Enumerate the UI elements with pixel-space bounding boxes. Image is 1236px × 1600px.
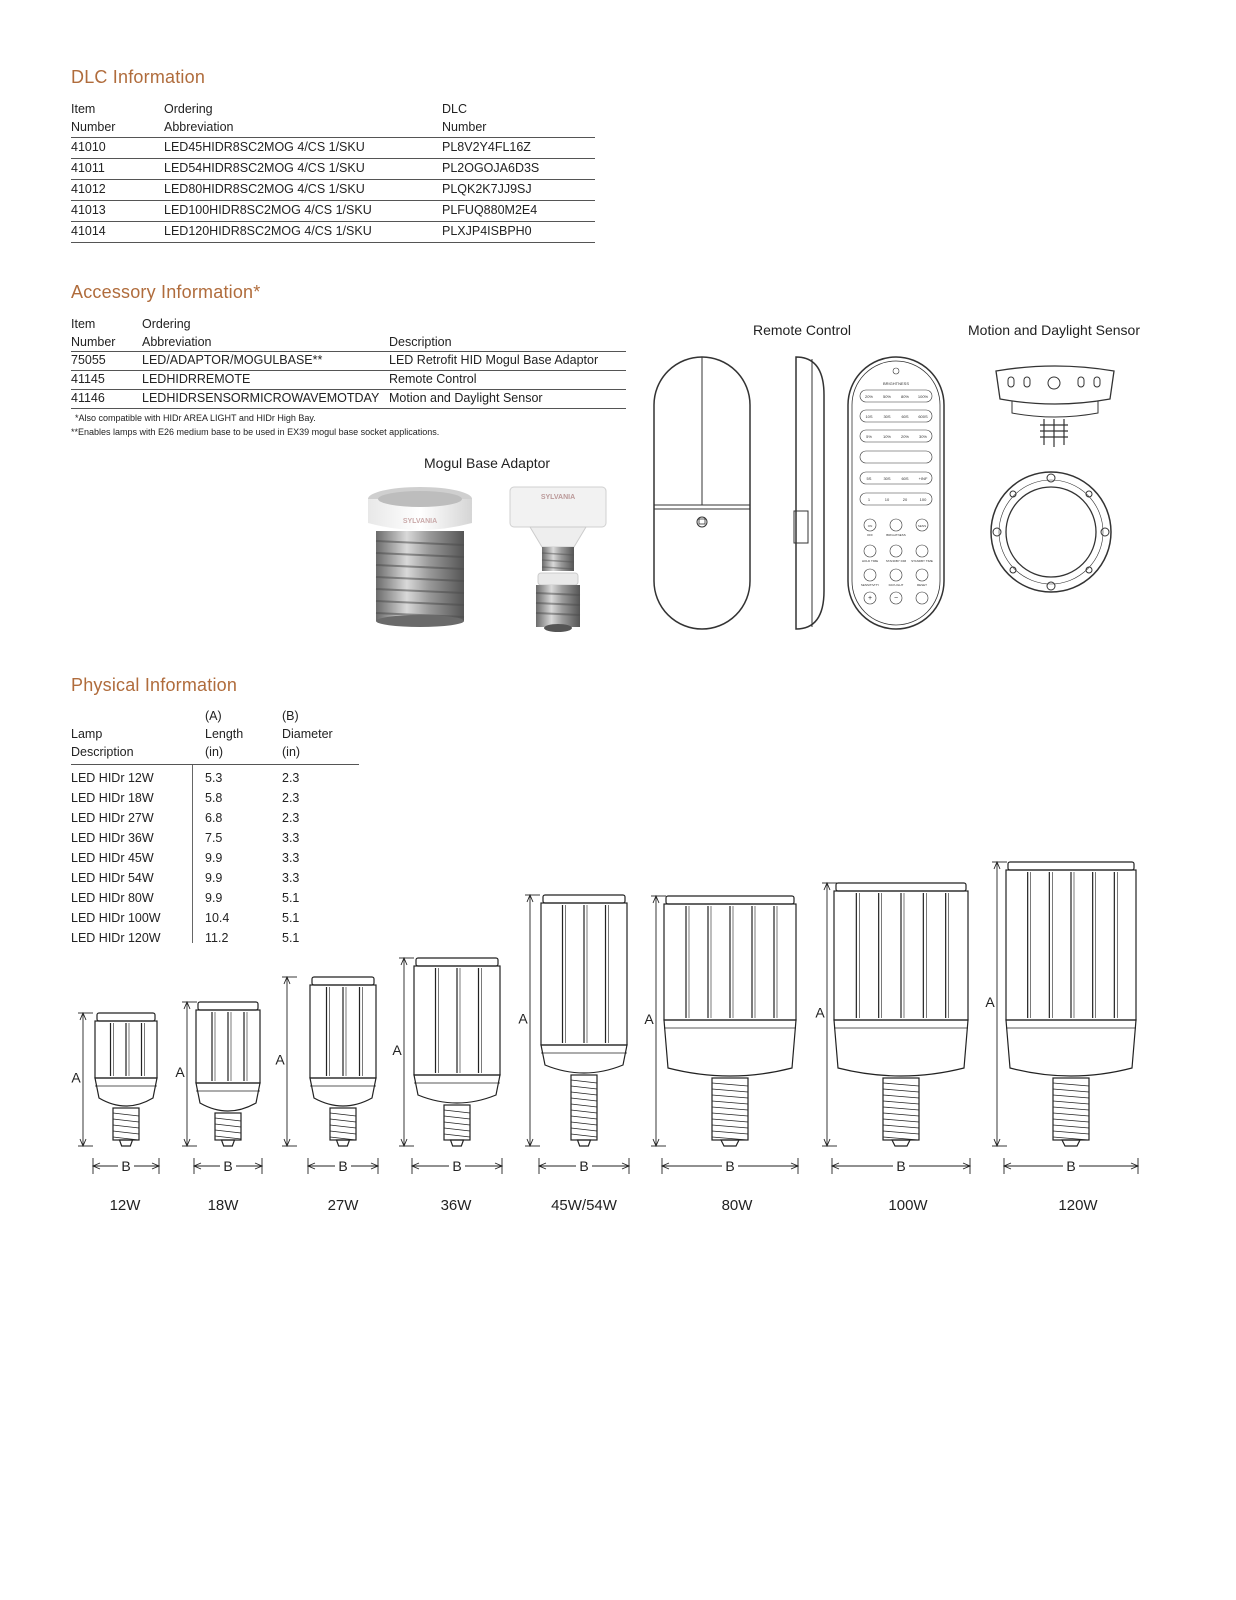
remote-btn: 80% — [900, 394, 910, 399]
sensor-ring-drawing — [986, 468, 1116, 596]
dimension-a-label: A — [392, 1042, 402, 1058]
lamp-dimension-drawings — [0, 850, 1236, 1190]
svg-text:−: − — [893, 595, 899, 602]
remote-btn-label: OFF — [867, 533, 873, 537]
lamp-drawing — [414, 958, 500, 1146]
dlc-header-abbr-1: Ordering — [164, 102, 213, 116]
lamp-drawing — [664, 896, 796, 1146]
phys-length: 5.3 — [205, 771, 223, 785]
phys-length: 11.2 — [205, 931, 229, 945]
lamp-drawing — [310, 977, 376, 1146]
remote-side-outline — [790, 355, 828, 631]
sylvania-logo-text: SYLVANIA — [402, 518, 438, 525]
phys-header-diam-3: (in) — [282, 745, 301, 759]
phys-header-length-3: (in) — [205, 745, 224, 759]
phys-header-lamp-1: Lamp — [71, 727, 103, 741]
remote-brightness-header: BRIGHTNESS — [882, 381, 910, 386]
accessory-note-2: **Enables lamps with E26 medium base to be used in EX39 mogul base socket applications. — [71, 427, 440, 437]
phys-header-length-2: Length — [205, 727, 244, 741]
remote-btn-label: STANDBY DIM — [885, 559, 907, 563]
dimension-b-label: B — [338, 1158, 348, 1174]
phys-diameter: 3.3 — [282, 831, 300, 845]
phys-lamp: LED HIDr 100W — [71, 911, 161, 925]
phys-lamp: LED HIDr 120W — [71, 931, 161, 945]
phys-header-lamp-2: Description — [71, 745, 134, 759]
remote-btn: 50% — [882, 394, 892, 399]
remote-btn: 100 — [919, 497, 927, 502]
table-row — [71, 390, 626, 409]
sensor-side-drawing — [992, 363, 1118, 453]
dlc-number: PLFUQ880M2E4 — [442, 203, 538, 217]
dlc-item: 41012 — [71, 182, 106, 196]
phys-header-length-1: (A) — [205, 709, 222, 723]
acc-abbr: LEDHIDRSENSORMICROWAVEMOTDAY — [142, 391, 380, 405]
acc-desc: Remote Control — [389, 372, 477, 386]
remote-btn: 5S — [866, 476, 872, 481]
dimension-a-label: A — [175, 1064, 185, 1080]
dlc-table — [71, 102, 595, 243]
phys-diameter: 3.3 — [282, 851, 300, 865]
lamp-drawing — [196, 1002, 260, 1146]
dimension-a-label: A — [985, 994, 995, 1010]
lamp-label-45w54w: 45W/54W — [551, 1197, 617, 1214]
phys-lamp: LED HIDr 18W — [71, 791, 154, 805]
remote-btn: 60S — [901, 476, 909, 481]
remote-btn: 20 — [902, 497, 908, 502]
table-row — [71, 201, 595, 222]
remote-btn: 10 — [884, 497, 890, 502]
accessory-section-title: Accessory Information* — [71, 282, 261, 302]
mogul-adaptor-caption: Mogul Base Adaptor — [424, 455, 551, 471]
dlc-header-dlc-2: Number — [442, 120, 487, 134]
phys-length: 7.5 — [205, 831, 223, 845]
lamp-label-18w: 18W — [207, 1197, 239, 1214]
acc-header-item-1: Item — [71, 317, 96, 331]
remote-btn: 60S — [901, 414, 909, 419]
dimension-b-label: B — [725, 1158, 735, 1174]
dlc-number: PL2OGOJA6D3S — [442, 161, 540, 175]
remote-btn: 30% — [918, 434, 928, 439]
sensor-caption: Motion and Daylight Sensor — [968, 322, 1140, 338]
acc-desc: LED Retrofit HID Mogul Base Adaptor — [389, 353, 599, 367]
dimension-a-label: A — [275, 1051, 285, 1068]
dlc-number: PLQK2K7JJ9SJ — [442, 182, 532, 196]
phys-lamp: LED HIDr 45W — [71, 851, 154, 865]
lamp-label-12w: 12W — [109, 1197, 141, 1214]
phys-length: 5.8 — [205, 791, 223, 805]
dlc-abbr: LED80HIDR8SC2MOG 4/CS 1/SKU — [164, 182, 365, 196]
remote-front-outline — [652, 355, 752, 631]
table-row — [71, 829, 359, 849]
accessory-note-1: *Also compatible with HIDr AREA LIGHT and HIDr High Bay. — [75, 413, 316, 423]
phys-lamp: LED HIDr 27W — [71, 811, 154, 825]
table-row — [71, 769, 359, 789]
dlc-section-title: DLC Information — [71, 67, 206, 87]
accessory-table-header — [71, 317, 626, 352]
phys-diameter: 2.3 — [282, 791, 300, 805]
remote-btn: +INF — [918, 476, 928, 481]
phys-lamp: LED HIDr 36W — [71, 831, 154, 845]
remote-btn: 600S — [918, 414, 928, 419]
phys-diameter: 5.1 — [282, 911, 300, 925]
dlc-header-abbr-2: Abbreviation — [164, 120, 234, 134]
table-row — [71, 180, 595, 201]
remote-btn: 20% — [864, 394, 874, 399]
dimension-b-label: B — [579, 1158, 589, 1174]
dlc-item: 41013 — [71, 203, 106, 217]
dlc-number: PLXJP4ISBPH0 — [442, 224, 532, 238]
acc-item: 75055 — [71, 353, 106, 367]
phys-diameter: 2.3 — [282, 811, 300, 825]
phys-length: 9.9 — [205, 891, 223, 905]
phys-lamp: LED HIDr 12W — [71, 771, 154, 785]
dlc-header-item-2: Number — [71, 120, 116, 134]
phys-lamp: LED HIDr 54W — [71, 871, 154, 885]
acc-desc: Motion and Daylight Sensor — [389, 391, 543, 405]
dlc-abbr: LED45HIDR8SC2MOG 4/CS 1/SKU — [164, 140, 365, 154]
dlc-item: 41011 — [71, 161, 105, 175]
remote-btn-label: DAYLIGHT — [888, 583, 904, 587]
remote-buttons-drawing — [846, 355, 946, 631]
phys-length: 9.9 — [205, 851, 223, 865]
remote-btn: 5% — [866, 434, 872, 439]
lamp-label-36w: 36W — [440, 1197, 472, 1214]
acc-abbr: LEDHIDRREMOTE — [142, 372, 251, 386]
dimension-a-label: A — [644, 1011, 654, 1027]
lamp-label-80w: 80W — [721, 1197, 753, 1214]
dlc-item: 41014 — [71, 224, 106, 238]
lamp-drawing — [95, 1013, 157, 1146]
table-row — [71, 371, 626, 390]
lamp-label-120w: 120W — [1058, 1197, 1098, 1214]
phys-header-diam-1: (B) — [282, 709, 299, 723]
remote-btn-label: ON — [867, 524, 873, 528]
table-row — [71, 222, 595, 243]
sylvania-logo-text-2: SYLVANIA — [540, 494, 576, 501]
phys-diameter: 5.1 — [282, 891, 300, 905]
table-row — [71, 352, 626, 371]
acc-item: 41145 — [71, 372, 105, 386]
svg-text:+: + — [867, 595, 873, 602]
remote-control-caption: Remote Control — [753, 322, 852, 338]
remote-btn: 20% — [900, 434, 910, 439]
remote-btn: 10% — [882, 434, 892, 439]
remote-btn-label: RESET — [916, 583, 928, 587]
lamp-drawing — [541, 895, 627, 1146]
dlc-header-dlc-1: DLC — [442, 102, 468, 116]
phys-length: 10.4 — [205, 911, 230, 925]
remote-btn: 10S — [865, 414, 873, 419]
remote-btn: 30S — [883, 414, 891, 419]
dlc-item: 41010 — [71, 140, 106, 154]
acc-abbr: LED/ADAPTOR/MOGULBASE** — [142, 353, 323, 367]
dimension-b-label: B — [896, 1158, 906, 1174]
remote-btn-label: SENSITIVITY — [860, 583, 880, 587]
dimension-b-label: B — [1066, 1158, 1076, 1174]
acc-header-item-2: Number — [71, 335, 116, 349]
remote-btn: 1 — [867, 497, 871, 502]
acc-header-abbr-2: Abbreviation — [142, 335, 212, 349]
mogul-adaptor-image — [360, 485, 480, 635]
remote-btn-label: SENS — [917, 524, 927, 528]
dlc-table-header — [71, 102, 595, 138]
accessory-table — [71, 317, 626, 409]
phys-length: 9.9 — [205, 871, 223, 885]
acc-header-desc: Description — [389, 335, 452, 349]
lamp-drawing — [1006, 862, 1136, 1146]
physical-section-title: Physical Information — [71, 675, 238, 695]
phys-length: 6.8 — [205, 811, 223, 825]
acc-header-abbr-1: Ordering — [142, 317, 191, 331]
phys-header-diam-2: Diameter — [282, 727, 333, 741]
lamp-with-adaptor-image — [508, 485, 608, 635]
phys-lamp: LED HIDr 80W — [71, 891, 154, 905]
table-row — [71, 159, 595, 180]
dimension-b-label: B — [223, 1158, 233, 1174]
dlc-abbr: LED100HIDR8SC2MOG 4/CS 1/SKU — [164, 203, 372, 217]
remote-btn-label: BRIGHTNESS — [886, 533, 906, 537]
table-row — [71, 789, 359, 809]
dimension-b-label: B — [452, 1158, 462, 1174]
dlc-abbr: LED54HIDR8SC2MOG 4/CS 1/SKU — [164, 161, 365, 175]
table-row — [71, 138, 595, 159]
phys-diameter: 2.3 — [282, 771, 300, 785]
remote-btn: 30S — [883, 476, 891, 481]
dlc-header-item-1: Item — [71, 102, 96, 116]
lamp-label-27w: 27W — [327, 1197, 359, 1214]
dimension-b-label: B — [121, 1158, 131, 1174]
table-row — [71, 809, 359, 829]
dlc-abbr: LED120HIDR8SC2MOG 4/CS 1/SKU — [164, 224, 372, 238]
physical-table-header — [71, 709, 359, 765]
lamp-label-100w: 100W — [888, 1197, 928, 1214]
remote-btn: 100% — [917, 394, 929, 399]
remote-btn-label: STANDBY TIME — [911, 559, 933, 563]
dlc-number: PL8V2Y4FL16Z — [442, 140, 531, 154]
phys-diameter: 5.1 — [282, 931, 300, 945]
dimension-a-label: A — [815, 1004, 825, 1021]
phys-diameter: 3.3 — [282, 871, 300, 885]
dimension-a-label: A — [518, 1010, 528, 1027]
acc-item: 41146 — [71, 391, 105, 405]
dimension-a-label: A — [71, 1069, 81, 1086]
remote-btn-label: HOLD TIME — [861, 559, 879, 563]
lamp-drawing — [834, 883, 968, 1146]
